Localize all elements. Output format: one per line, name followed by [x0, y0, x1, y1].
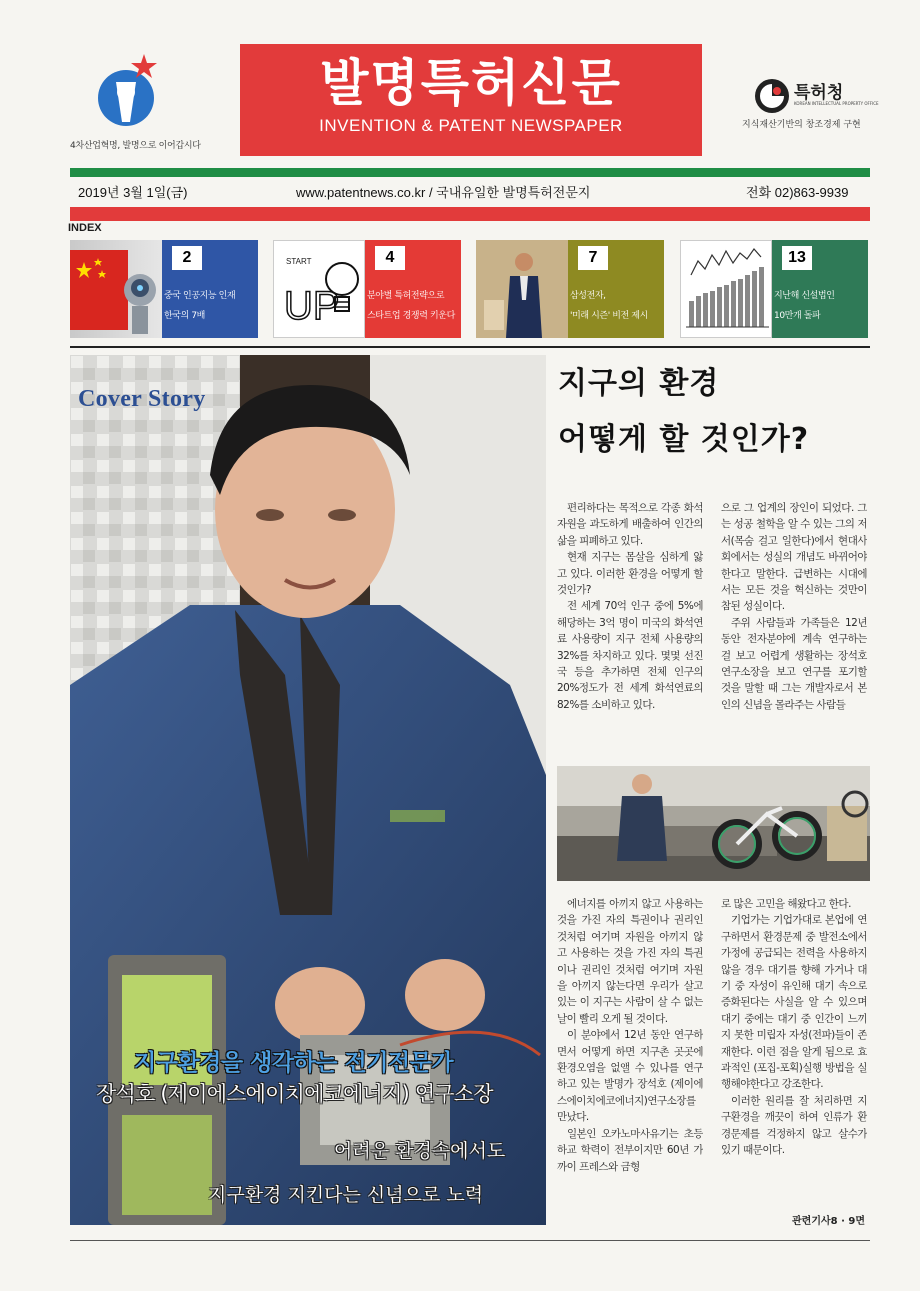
index-headline-line2: 10만개 돌파: [774, 311, 821, 321]
cover-caption-line1: 어려운 환경속에서도: [334, 1140, 506, 1162]
index-headline-line1: 분야별 특허전략으로: [367, 291, 445, 301]
article-headline-line2: 어떻게 할 것인가?: [558, 422, 810, 457]
cover-caption-title: 지구환경을 생각하는 전기전문가: [134, 1050, 454, 1076]
article-paragraph: 일본인 오카노마사유기는 초등하교 학력이 전부이지만 60년 가까이 프레스와 금형: [557, 1127, 703, 1173]
index-item-page-4[interactable]: [273, 240, 461, 338]
newspaper-title-banner[interactable]: [240, 44, 702, 156]
article-column-2: [721, 500, 867, 750]
cover-story-label: Cover Story: [78, 386, 206, 412]
index-item-page-2[interactable]: [70, 240, 258, 338]
kipo-slogan: 지식재산기반의 창조경제 구현: [742, 120, 861, 130]
index-item-panel: [772, 240, 868, 338]
index-item-page-7[interactable]: [476, 240, 664, 338]
article-paragraph: 로 많은 고민을 해왔다고 한다.: [721, 898, 851, 910]
index-item-panel: [568, 240, 664, 338]
masthead-slogan: 4차산업혁명, 발명으로 이어갑시다: [70, 141, 201, 151]
article-paragraph: 기업가는 기업가대로 본업에 연구하면서 환경문제 중 발전소에서 가정에 공급되는 전력을 사용하지 않을 경우 대기를 향해 가거나 대기 중 자성이 유인해 대기 속으로 증화된다는 사실을 알 수 있으며 대기 중에는 대기 중 인간이 느끼지 못한 미립자 자성(전파)들이 존재한다. 이런 점을 알게 됨으로 효과적인 (포집-포획)실행 방법을 실행해야한다고 강조한다.: [721, 914, 867, 1091]
article-paragraph: 이러한 원리를 잘 처리하면 지구환경을 깨끗이 하여 인류가 환경문제를 걱정하지 않고 살수가 있기 때문이다.: [721, 1094, 867, 1157]
page-number: 4: [375, 246, 405, 270]
newspaper-logo-icon: [96, 52, 160, 126]
new-corporations-chart-thumbnail: [680, 240, 772, 338]
section-rule: [70, 346, 870, 348]
footer-rule: [70, 1240, 870, 1241]
dateline: [70, 182, 870, 204]
article-paragraph: 에너지를 아끼지 않고 사용하는 것을 가진 자의 특권이나 권리인 것처럼 여기며 자원을 아끼지 않고 사용하는 것을 가진 자의 특권이나 권리인 것처럼 여기며 자원을 아끼지 않는다면 우리가 살고 있는 이 지구는 사람이 살 수 없는 날이 빨리 오게 될 것이다.: [557, 898, 703, 1025]
china-ai-thumbnail: [70, 240, 162, 338]
article-paragraph: 이 분야에서 12년 동안 연구하면서 어떻게 하면 지구촌 곳곳에 환경오염을 없앨 수 있나를 연구하고 있는 발명가 장석호 (제이에스에이치에코에너지)연구소장를 만났다.: [557, 1029, 703, 1124]
article-headline-line1: 지구의 환경: [558, 366, 720, 401]
newspaper-title: 발명특허신문: [320, 54, 622, 112]
svg-text:UP: UP: [284, 284, 340, 328]
article-paragraph: 현재 지구는 몸살을 심하게 앓고 있다. 이러한 환경을 어떻게 할 것인가?: [557, 551, 703, 597]
samsung-presenter-thumbnail: [476, 240, 568, 338]
cover-caption-name: 장석호 (제이에스에이치에코에너지) 연구소장: [96, 1082, 493, 1106]
index-item-panel: [365, 240, 461, 338]
kipo-logo: [752, 76, 879, 116]
cover-caption-line2: 지구환경 지킨다는 신념으로 노력: [208, 1184, 484, 1206]
kipo-english: KOREAN INTELLECTUAL PROPERTY OFFICE: [794, 101, 879, 106]
index-headline-line2: '미래 시즌' 비전 제시: [570, 311, 648, 321]
issue-date: 2019년 3월 1일(금): [78, 185, 188, 200]
phone-number: 전화 02)863-9939: [746, 185, 849, 200]
page-number: 7: [578, 246, 608, 270]
kipo-emblem-icon: [752, 76, 792, 116]
index-headline-line1: 지난해 신설법인: [774, 291, 835, 301]
green-divider: [70, 168, 870, 177]
index-label: INDEX: [68, 222, 102, 234]
red-divider: [70, 207, 870, 221]
index-item-panel: [162, 240, 258, 338]
article-paragraph: 편리하다는 목적으로 각종 화석 자원을 과도하게 배출하여 인간의 삶을 피폐하고 있다.: [557, 502, 703, 547]
article-column-1: [557, 500, 703, 750]
article-paragraph: 전 세계 70억 인구 중에 5%에 해당하는 3억 명이 미국의 화석연료 사용량이 지구 전체 사용량의 32%를 차지하고 있다. 몇몇 선진국 등을 추가하면 전체 인구의 20%정도가 전 세계 화석연료의 82%를 소비하고 있다.: [557, 600, 703, 711]
article-column-3: [557, 896, 703, 1226]
article-paragraph: 으로 그 업계의 장인이 되었다. 그는 성공 철학을 알 수 있는 그의 저서(목숨 걸고 일한다)에서 현대사회에서는 성실의 개념도 바뀌어야 한다고 말한다. 급변하는 시대에서는 모든 것을 혁신하는 것만이 참된 성실이다.: [721, 502, 867, 613]
index-headline-line2: 한국의 7배: [164, 311, 205, 321]
workshop-photo: [557, 766, 870, 881]
related-articles-link[interactable]: 관련기사8 · 9면: [792, 1216, 865, 1227]
page-number: 2: [172, 246, 202, 270]
index-headline-line1: 삼성전자,: [570, 291, 606, 301]
page-number: 13: [782, 246, 812, 270]
startup-lightbulb-thumbnail: [273, 240, 365, 338]
index-headline-line1: 중국 인공지능 인재: [164, 291, 236, 301]
kipo-name: 특허청: [794, 83, 844, 103]
newspaper-subtitle: INVENTION & PATENT NEWSPAPER: [319, 116, 623, 135]
article-column-4: [721, 896, 867, 1206]
website-link[interactable]: www.patentnews.co.kr / 국내유일한 발명특허전문지: [296, 185, 591, 200]
index-item-page-13[interactable]: [680, 240, 868, 338]
startup-label: START: [286, 257, 312, 266]
index-headline-line2: 스타트업 경쟁력 키운다: [367, 311, 455, 321]
article-paragraph: 주위 사람들과 가족들은 12년 동안 전자분야에 계속 연구하는 걸 보고 어렵게 생활하는 장석호 연구소장을 보고 연구를 포기할 것을 말할 때 그는 개발자로서 본인의 신념을 몰라주는 사람들: [721, 616, 867, 711]
